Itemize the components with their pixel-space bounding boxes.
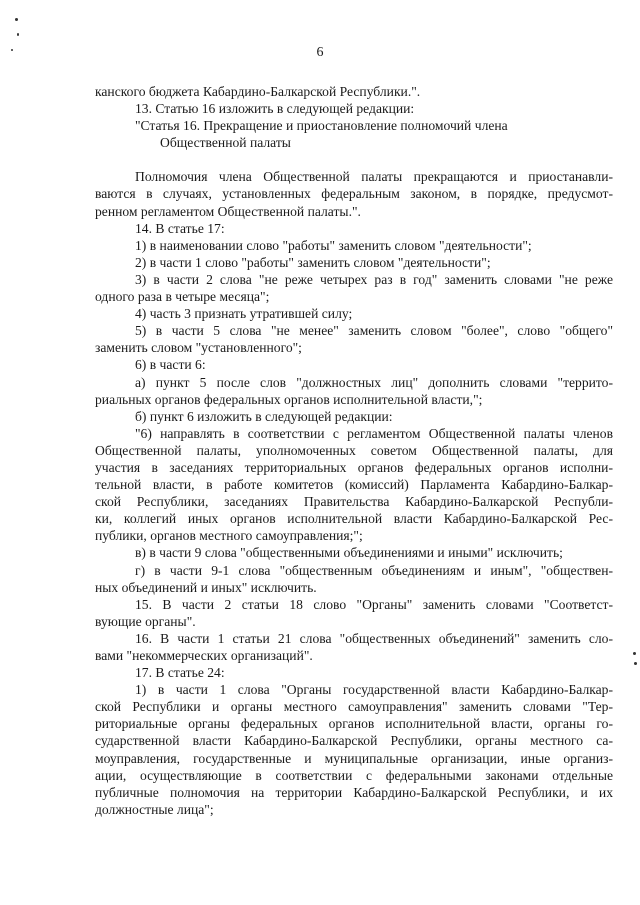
text-line: 1) в наименовании слово "работы" заменить словом "деятельности"; (135, 237, 532, 253)
text-line: 17. В статье 24: (135, 665, 225, 681)
text-line: тельной власти, в работе комитетов (комиссий) Парламента Кабардино-Балкар- (95, 477, 613, 493)
text-line: участия в заседаниях территориальных органов федеральных органов исполни- (95, 459, 613, 475)
text-line: 13. Статью 16 изложить в следующей редакции: (135, 101, 415, 117)
text-line: публики, органов местного самоуправления;"; (95, 528, 363, 544)
text-line: 3) в части 2 слова "не реже четырех раз в год" заменить словами "не реже (135, 271, 613, 287)
text-line: должностные лица"; (95, 801, 214, 817)
text-line: в) в части 9 слова "общественными объединениями и иными" исключить; (135, 545, 563, 561)
scan-speck (11, 49, 13, 51)
text-line: 16. В части 1 статьи 21 слова "общественных объединений" заменить сло- (135, 630, 613, 646)
text-line: канского бюджета Кабардино-Балкарской Республики.". (95, 84, 421, 99)
text-line: публичные полномочия на территории Кабардино-Балкарской Республики, и их (95, 784, 613, 800)
text-line: ской Республики и органы местного самоуправления" заменить словами "Тер- (95, 699, 613, 715)
text-line: заменить словом "установленного"; (95, 340, 302, 356)
text-line: г) в части 9-1 слова "общественным объединениям и иным", "обществен- (135, 562, 613, 578)
text-line: Общественной палаты, уполномоченных советом Общественной палаты, для (95, 442, 613, 458)
text-line: 4) часть 3 признать утратившей силу; (135, 306, 353, 322)
text-line: 6) в части 6: (135, 357, 206, 373)
text-line: 14. В статье 17: (135, 220, 225, 236)
text-line: моуправления, государственные и муниципальные организации, иные организ- (95, 750, 613, 766)
text-line: ации, осуществляющие в соответствии с федеральными законами отдельные (95, 767, 613, 783)
text-line: сударственной власти Кабардино-Балкарской Республики, органы местного са- (95, 733, 613, 749)
text-line: ки, коллегий иных органов исполнительной власти Кабардино-Балкарской Рес- (95, 511, 613, 527)
scan-speck (15, 18, 18, 21)
text-line: ных объединений и иных" исключить. (95, 579, 317, 595)
text-line: ской Республики, заседаниях Правительства Кабардино-Балкарской Республи- (95, 494, 613, 510)
text-line: вующие органы". (95, 613, 196, 629)
text-line: одного раза в четыре месяца"; (95, 289, 270, 305)
text-line: риториальные органы федеральных органов исполнительной власти, органы го- (95, 716, 613, 732)
text-line: "6) направлять в соответствии с регламентом Общественной палаты членов (135, 425, 613, 441)
blank-line (95, 151, 613, 168)
text-line: 1) в части 1 слова "Органы государственной власти Кабардино-Балкар- (135, 682, 613, 698)
article-heading: "Статья 16. Прекращение и приостановление полномочий члена (135, 118, 508, 134)
document-body (95, 83, 613, 818)
scan-speck (633, 652, 636, 655)
article-heading: Общественной палаты (160, 135, 291, 151)
page-number: 6 (316, 45, 324, 60)
text-line: Полномочия члена Общественной палаты прекращаются и приостанавли- (135, 169, 613, 185)
text-line: 5) в части 5 слова "не менее" заменить словом "более", слово "общего" (135, 323, 613, 339)
text-line: б) пункт 6 изложить в следующей редакции: (135, 408, 393, 424)
text-line: а) пункт 5 после слов "должностных лиц" дополнить словами "террито- (135, 374, 613, 390)
text-line: ренном регламентом Общественной палаты.". (95, 203, 361, 219)
text-line: 15. В части 2 статьи 18 слово "Органы" заменить словами "Соответст- (135, 596, 613, 612)
scan-speck (634, 662, 637, 665)
text-line: 2) в части 1 слово "работы" заменить словом "деятельности"; (135, 254, 491, 270)
text-line: риальных органов федеральных органов исполнительной власти,"; (95, 391, 483, 407)
text-line: вами "некоммерческих организаций". (95, 648, 313, 663)
text-line: ваются в случаях, установленных федеральным законом, в порядке, предусмот- (95, 186, 613, 202)
scan-speck (17, 33, 19, 36)
